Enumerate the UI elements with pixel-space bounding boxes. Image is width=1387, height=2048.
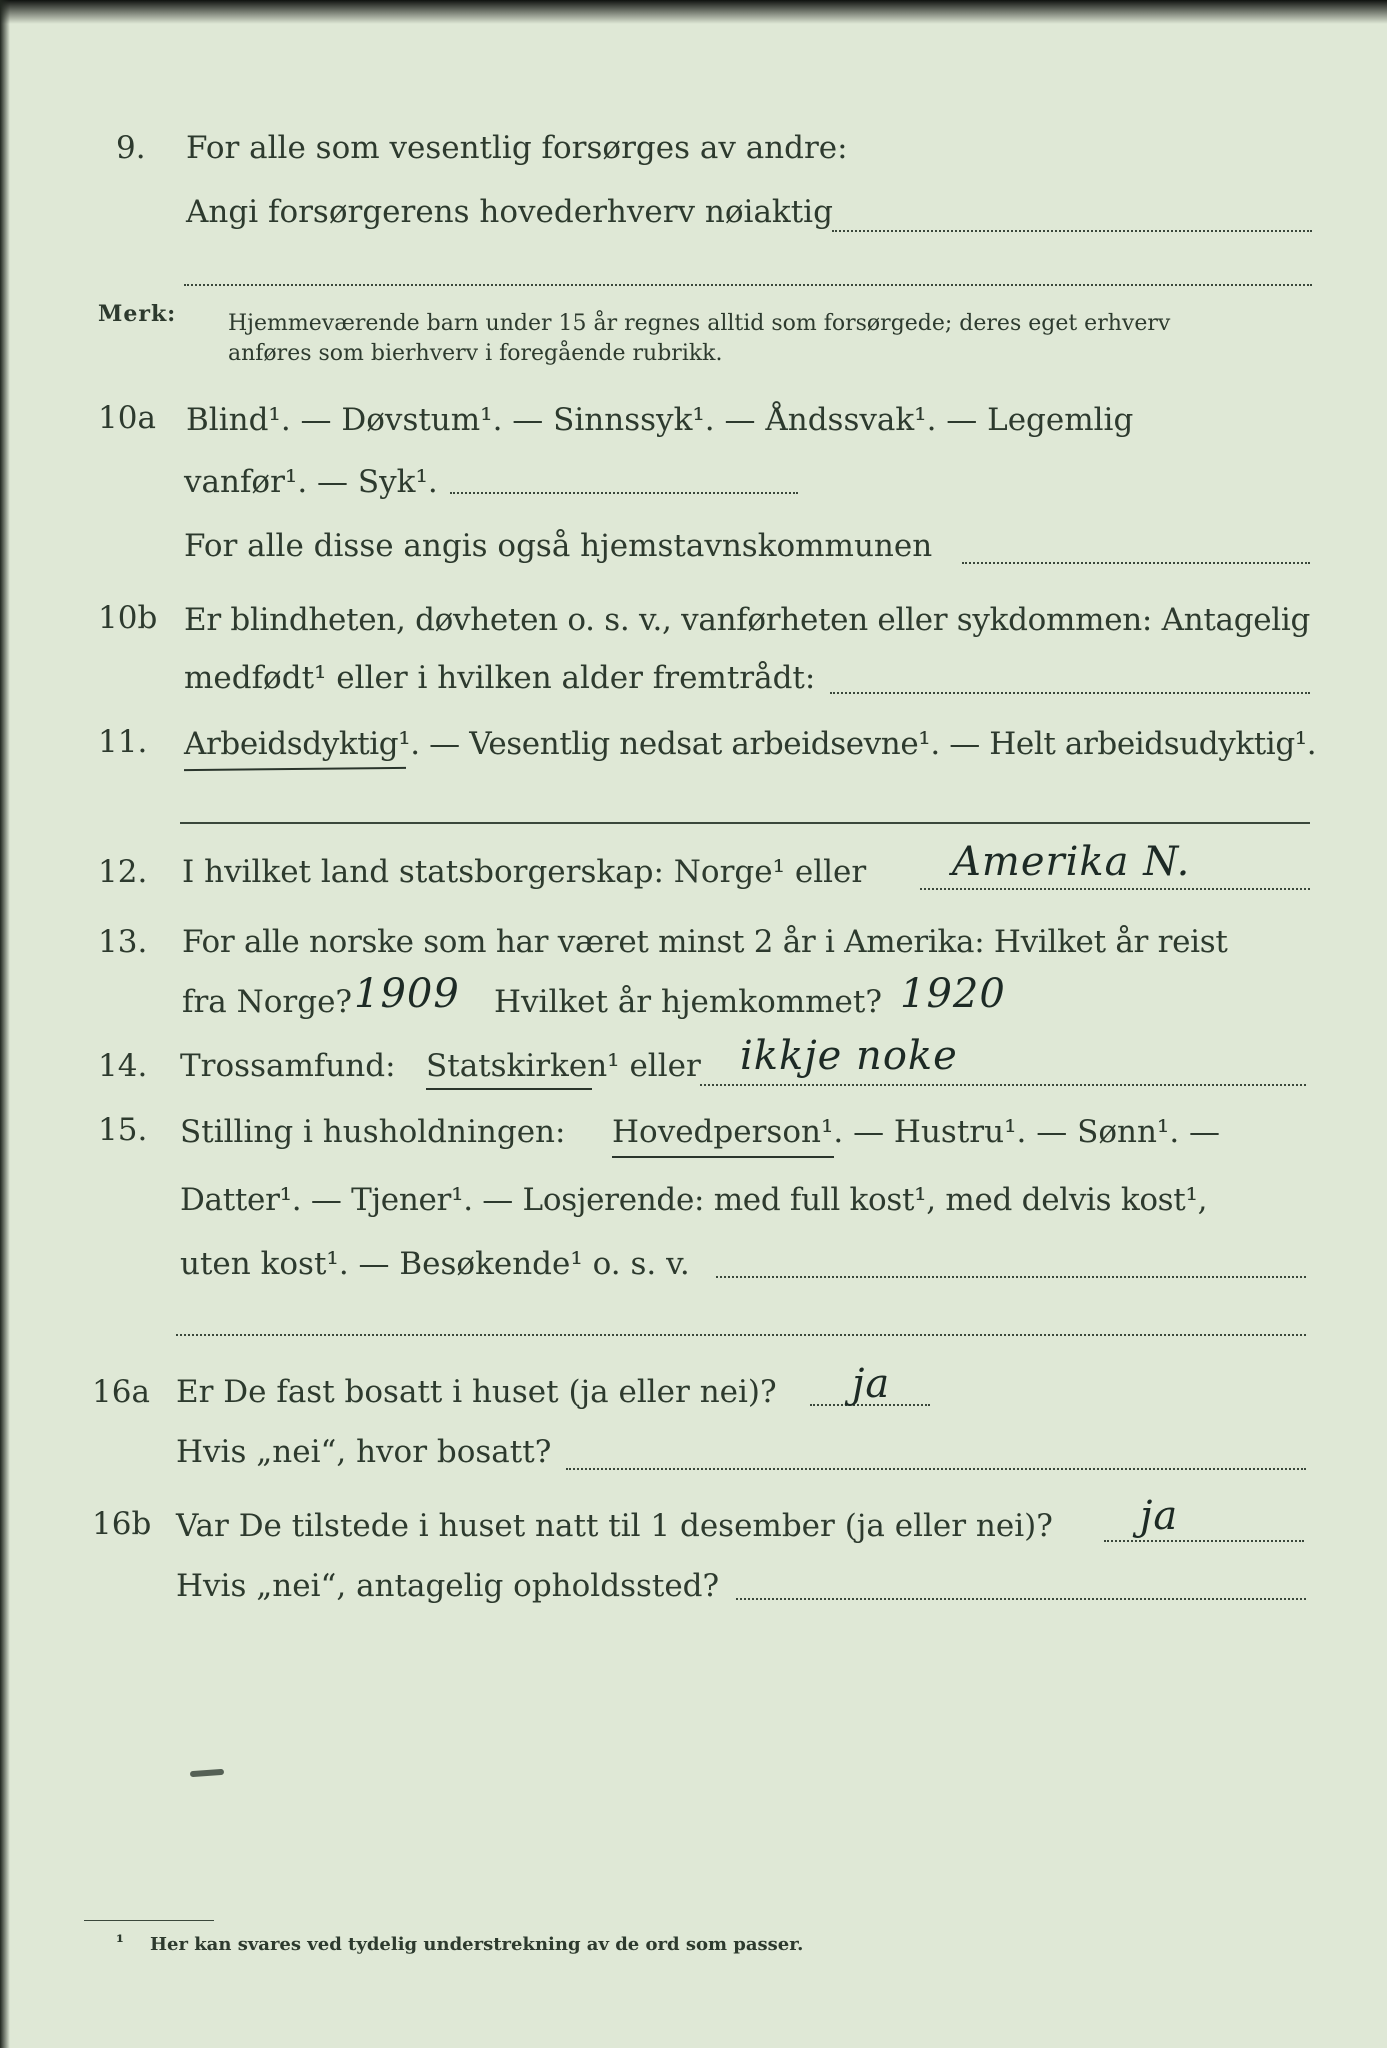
ink-mark <box>190 1769 224 1777</box>
q14-text-line1b: Statskirken¹ eller <box>426 1048 701 1084</box>
q10a-syk-field[interactable] <box>450 492 798 494</box>
q12-number: 12. <box>98 854 148 890</box>
q10b-answer-field[interactable] <box>830 692 1310 694</box>
q10a-text-line1: Blind¹. — Døvstum¹. — Sinnssyk¹. — Åndssvak¹. — Legemlig <box>186 402 1134 438</box>
q13-number: 13. <box>98 924 148 960</box>
q13-handwritten-hjemkommet: 1920 <box>900 971 1006 1017</box>
q16a-text-line2: Hvis „nei“, hvor bosatt? <box>176 1434 552 1470</box>
q16a-number: 16a <box>92 1374 150 1410</box>
q15-text-line2: Datter¹. — Tjener¹. — Losjerende: med full kost¹, med delvis kost¹, <box>180 1182 1208 1218</box>
merk-label: Merk: <box>98 301 177 327</box>
footnote-mark: ¹ <box>116 1932 124 1953</box>
q16a-bosatt-field[interactable] <box>566 1468 1306 1470</box>
q16b-answer-field[interactable] <box>1104 1540 1304 1542</box>
q12-handwritten-answer: Amerika N. <box>952 839 1191 885</box>
q11-text-line1: Arbeidsdyktig¹. — Vesentlig nedsat arbeidsevne¹. — Helt arbeidsudyktig¹. <box>184 726 1317 762</box>
q9-answer-field[interactable] <box>832 230 1312 232</box>
q16b-opholdssted-field[interactable] <box>736 1598 1306 1600</box>
q14-handwritten-answer: ikkje noke <box>740 1033 958 1079</box>
q15-answer-field[interactable] <box>716 1276 1306 1278</box>
q10b-number: 10b <box>98 600 158 636</box>
q10a-text-line3: For alle disse angis også hjemstavnskommunen <box>184 528 933 564</box>
q12-answer-field[interactable] <box>920 888 1310 890</box>
q14-answer-field[interactable] <box>700 1084 1306 1086</box>
q15-answer-field-extra[interactable] <box>176 1334 1306 1336</box>
q16b-text-line2: Hvis „nei“, antagelig opholdssted? <box>176 1568 720 1604</box>
q15-text-line1b: Hovedperson¹. — Hustru¹. — Sønn¹. — <box>612 1114 1221 1150</box>
q13-text-line1: For alle norske som har været minst 2 år i Amerika: Hvilket år reist <box>182 924 1228 960</box>
q12-text-line1: I hvilket land statsborgerskap: Norge¹ eller <box>182 854 867 890</box>
q16b-number: 16b <box>92 1506 152 1542</box>
q14-underline-statskirken <box>426 1088 592 1090</box>
q9-answer-field-extra[interactable] <box>184 284 1312 286</box>
footnote-text: Her kan svares ved tydelig understrekning av de ord som passer. <box>150 1934 804 1955</box>
q10b-text-line2: medfødt¹ eller i hvilken alder fremtrådt: <box>184 660 816 696</box>
q16b-handwritten-answer: ja <box>1140 1493 1179 1539</box>
q10a-hjemstavn-field[interactable] <box>962 562 1310 564</box>
q16b-text-line1: Var De tilstede i huset natt til 1 desember (ja eller nei)? <box>176 1508 1053 1544</box>
q9-number: 9. <box>116 130 146 166</box>
merk-text-line1: Hjemmeværende barn under 15 år regnes alltid som forsørgede; deres eget erhverv <box>228 311 1171 336</box>
merk-text-line2: anføres som bierhverv i foregående rubrikk. <box>228 341 723 366</box>
q9-text-line2: Angi forsørgerens hovederhverv nøiaktig <box>186 194 833 230</box>
q15-underline-hovedperson <box>612 1156 834 1158</box>
q15-text-line3: uten kost¹. — Besøkende¹ o. s. v. <box>180 1246 690 1282</box>
footnote-rule <box>84 1920 214 1921</box>
q14-text-line1a: Trossamfund: <box>180 1048 396 1084</box>
q14-number: 14. <box>98 1048 148 1084</box>
q10a-number: 10a <box>98 400 156 436</box>
q15-number: 15. <box>98 1112 148 1148</box>
q10a-text-line2: vanfør¹. — Syk¹. <box>184 464 438 500</box>
q9-text-line1: For alle som vesentlig forsørges av andre: <box>186 130 848 166</box>
q10b-text-line1: Er blindheten, døvheten o. s. v., vanførheten eller sykdommen: Antagelig <box>184 602 1311 638</box>
q11-rule <box>180 822 1310 824</box>
q11-underline-arbeidsdyktig <box>184 767 406 771</box>
q16a-text-line1: Er De fast bosatt i huset (ja eller nei)? <box>176 1374 777 1410</box>
q16a-handwritten-answer: ja <box>852 1361 891 1407</box>
q13-text-line2a: fra Norge? <box>182 984 353 1020</box>
q11-number: 11. <box>98 724 148 760</box>
q15-text-line1a: Stilling i husholdningen: <box>180 1114 566 1150</box>
q13-text-line2b: Hvilket år hjemkommet? <box>494 984 882 1020</box>
q13-handwritten-reist: 1909 <box>354 971 460 1017</box>
